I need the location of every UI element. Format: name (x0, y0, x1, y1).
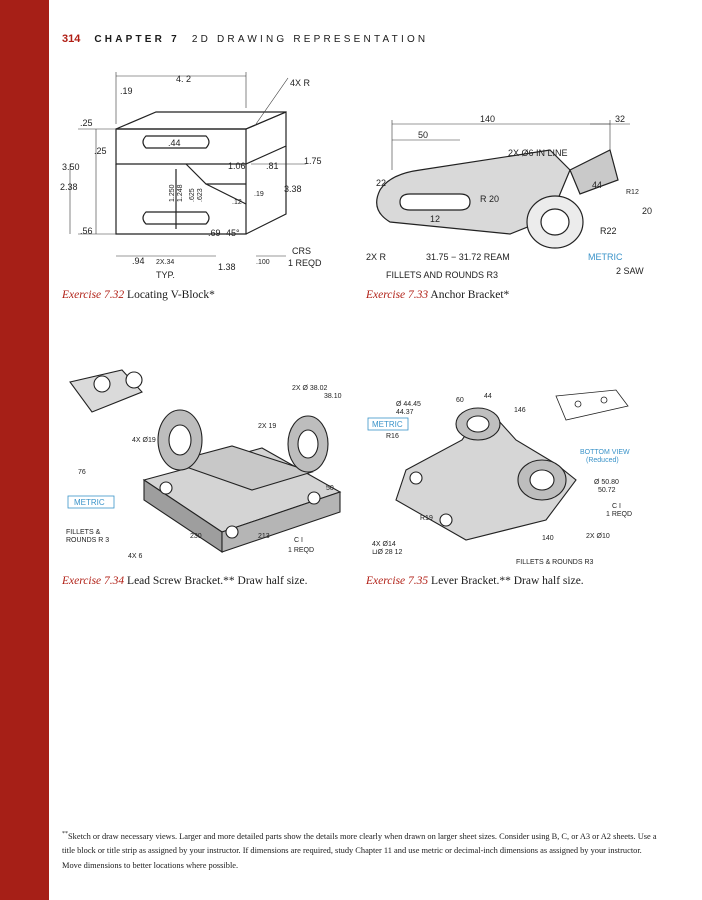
dim-text: Ø 50.80 (594, 479, 619, 486)
dim-text: 44 (484, 393, 492, 400)
dim-text: 3.50 (62, 162, 80, 172)
dim-text: 50 (326, 485, 334, 492)
dim-text: CRS (292, 246, 312, 256)
dim-text: 230 (190, 533, 202, 540)
figure-anchor-bracket (360, 110, 660, 282)
dim-text: 213 (258, 533, 270, 540)
dim-text: 50.72 (598, 487, 616, 494)
caption-exercise-7-34 (62, 575, 307, 587)
dim-text: 32 (615, 114, 626, 124)
dim-text: .25 (94, 146, 107, 156)
footnote (62, 827, 662, 874)
exercise-title: Lever Bracket.** Draw half size. (431, 575, 584, 587)
exercise-title: Anchor Bracket* (430, 289, 510, 301)
dim-text: 2X Ø10 (586, 533, 610, 540)
metric-label: METRIC (74, 498, 105, 507)
dim-text: 45° (226, 228, 240, 238)
chapter-title: 2D DRAWING REPRESENTATION (191, 34, 429, 45)
dim-text: 4X Ø19 (132, 437, 156, 444)
dim-text: 44 (592, 180, 603, 190)
dim-text: 60 (456, 397, 464, 404)
metric-label: METRIC (588, 252, 623, 262)
dim-text: .625 (189, 188, 196, 202)
dim-text: TYP. (156, 270, 175, 280)
caption-exercise-7-35 (366, 575, 584, 587)
figure-lead-screw-bracket (62, 362, 348, 566)
page-number: 314 (62, 33, 81, 45)
exercise-title: Locating V-Block* (127, 289, 215, 301)
page-margin-bar (0, 0, 49, 900)
dim-text: 2X Ø 38.02 (292, 385, 328, 392)
dim-text: 20 (642, 206, 653, 216)
dim-text: 1 REQD (288, 258, 322, 268)
dim-text: 2 SAW (616, 266, 644, 276)
dim-text: 50 (418, 130, 429, 140)
dim-text: 76 (78, 469, 86, 476)
figure-lever-bracket (366, 380, 646, 570)
dim-text: 4. 2 (176, 74, 192, 84)
dim-text: 1.248 (177, 184, 184, 202)
dim-text: .19 (254, 191, 264, 198)
dim-text: .19 (120, 86, 133, 96)
dim-text: 31.75 − 31.72 REAM (426, 252, 510, 262)
dim-text: 2X 19 (258, 423, 277, 430)
exercise-label: Exercise 7.33 (366, 289, 429, 301)
dim-text: 1 REQD (288, 547, 315, 554)
dim-text: 1.75 (304, 156, 322, 166)
dim-text: 38.10 (324, 393, 342, 400)
dim-text: FILLETS & (66, 529, 101, 536)
figure-locating-v-block (56, 64, 346, 280)
caption-exercise-7-32 (62, 289, 215, 301)
dim-text: (Reduced) (586, 457, 619, 464)
dim-text: R 20 (480, 194, 500, 204)
dim-text: 140 (542, 535, 554, 542)
dim-text: .81 (266, 161, 279, 171)
dim-text: 146 (514, 407, 526, 414)
dim-text: ROUNDS R 3 (66, 537, 110, 544)
running-header (62, 33, 428, 47)
dim-text: 44.37 (396, 409, 414, 416)
dim-text: ⊔Ø 28 12 (372, 549, 403, 556)
dim-text: .56 (80, 226, 93, 236)
dim-text: Ø 44.45 (396, 401, 421, 408)
dim-text: .69 (208, 228, 221, 238)
dim-text: 2X R (366, 252, 387, 262)
chapter-label: CHAPTER 7 (94, 34, 180, 45)
dim-text: .100 (256, 259, 270, 266)
dim-text: 4X R (290, 78, 311, 88)
dim-text: 22 (376, 178, 387, 188)
dim-text: BOTTOM VIEW (580, 449, 630, 456)
dim-text: FILLETS AND ROUNDS R3 (386, 270, 499, 280)
dim-text: 3.38 (284, 184, 302, 194)
dim-text: .25 (80, 118, 93, 128)
dim-text: R19 (420, 515, 433, 522)
dim-text: .623 (197, 188, 204, 202)
exercise-title: Lead Screw Bracket.** Draw half size. (127, 575, 308, 587)
dim-text: C I (612, 503, 621, 510)
dim-text: 2X Ø6 IN LINE (508, 148, 568, 158)
dim-text: 1 REQD (606, 511, 633, 518)
dim-text: C I (294, 537, 303, 544)
dim-text: .12 (232, 199, 242, 206)
dim-text: R12 (626, 189, 639, 196)
dim-text: 2X.34 (156, 259, 175, 266)
metric-label: METRIC (372, 420, 403, 429)
dim-text: 4X 6 (128, 553, 143, 560)
dim-text: 1.06 (228, 161, 246, 171)
dim-text: FILLETS & ROUNDS R3 (516, 559, 594, 566)
dim-text: .94 (132, 256, 145, 266)
dim-text: R16 (386, 433, 399, 440)
dim-text: .44 (168, 138, 181, 148)
footnote-text: Sketch or draw necessary views. Larger and more detailed parts show the details more clearly when drawn on larger sheet sizes. Consider using B, C, or A3 or A2 sheets. Use a title block or title strip as assigned by your instructor. If dimensions are required, study Chapter 11 and use metric or decimal-inch dimensions as assigned by your instructor. Move dimensions to better locations where possible. (62, 831, 657, 870)
exercise-label: Exercise 7.35 (366, 575, 429, 587)
dim-text: 1.250 (169, 184, 176, 202)
dim-text: 4X Ø14 (372, 541, 396, 548)
dim-text: R22 (600, 226, 617, 236)
dim-text: 140 (480, 114, 496, 124)
caption-exercise-7-33 (366, 289, 509, 301)
footnote-mark: ** (62, 831, 68, 837)
dim-text: 2.38 (60, 182, 78, 192)
exercise-label: Exercise 7.34 (62, 575, 125, 587)
exercise-label: Exercise 7.32 (62, 289, 125, 301)
dim-text: 12 (430, 214, 441, 224)
dim-text: 1.38 (218, 262, 236, 272)
